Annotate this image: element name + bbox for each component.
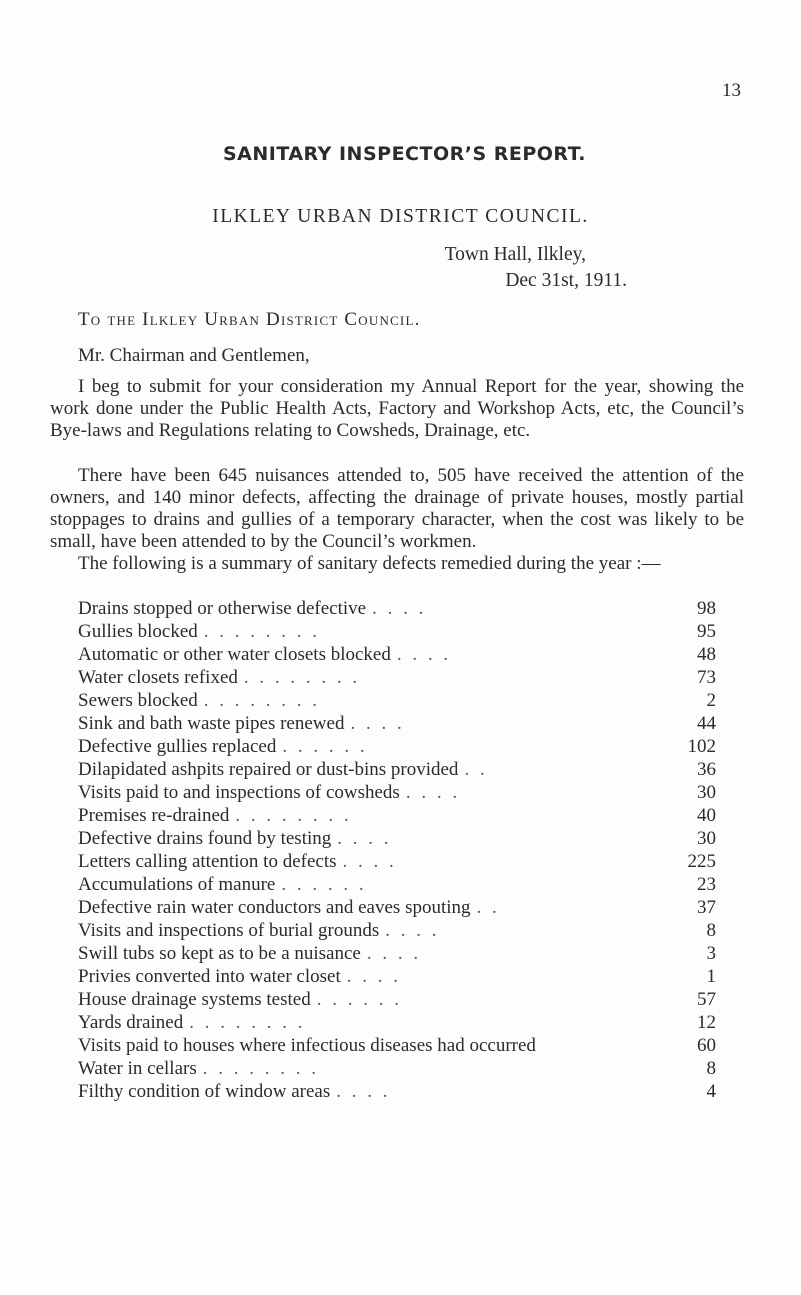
paragraph-summary-lead: The following is a summary of sanitary defects remedied during the year :— [78, 553, 661, 574]
list-item [78, 989, 716, 1012]
paragraph-nuisances: There have been 645 nuisances attended to, 505 have received the attention of the owners, and 140 minor defects, affecting the drainage of private houses, mostly partial stoppages to drains and gullies of a temporary character, when the cost was likely to be small, have been attended to by the Council’s workmen. [50, 465, 744, 552]
list-item [78, 851, 716, 874]
defect-count: 30 [697, 828, 716, 849]
defect-label: Yards drained [78, 1012, 184, 1033]
list-item [78, 598, 716, 621]
leader-dots: . . . . . . . . [203, 621, 321, 642]
leader-dots: . . [464, 759, 488, 780]
defect-count: 12 [697, 1012, 716, 1033]
address-date: Dec 31st, 1911. [505, 270, 627, 291]
defect-label: Defective gullies replaced [78, 736, 277, 757]
list-item [78, 1058, 716, 1081]
defect-label: House drainage systems tested [78, 989, 311, 1010]
list-item [78, 621, 716, 644]
defect-label: Sewers blocked [78, 690, 198, 711]
defect-label: Filthy condition of window areas [78, 1081, 331, 1102]
defect-label: Defective rain water conductors and eaves spouting [78, 897, 471, 918]
defect-label: Gullies blocked [78, 621, 198, 642]
defect-label: Automatic or other water closets blocked [78, 644, 391, 665]
defect-count: 4 [706, 1081, 716, 1102]
defect-label: Sink and bath waste pipes renewed [78, 713, 345, 734]
leader-dots: . . . . . . . . [235, 805, 352, 826]
defect-label: Letters calling attention to defects [78, 851, 337, 872]
list-item [78, 1035, 716, 1058]
defect-label: Premises re-drained [78, 805, 230, 826]
defect-count: 73 [697, 667, 716, 688]
defect-count: 102 [687, 736, 716, 757]
leader-dots: . . . . [336, 1081, 391, 1102]
leader-dots: . . . . . . . . [243, 667, 361, 688]
defect-label: Water closets refixed [78, 667, 238, 688]
list-item [78, 897, 716, 920]
list-item [78, 966, 716, 989]
defect-count: 44 [697, 713, 716, 734]
list-item [78, 920, 716, 943]
leader-dots: . . . . [337, 828, 392, 849]
defect-count: 98 [697, 598, 716, 619]
defect-count: 57 [697, 989, 716, 1010]
defect-label: Privies converted into water closet [78, 966, 341, 987]
defect-count: 95 [697, 621, 716, 642]
leader-dots: . . . . . . . . [202, 1058, 319, 1079]
paragraph-intro: I beg to submit for your consideration my Annual Report for the year, showing the work done under the Public Health Acts, Factory and Workshop Acts, etc, the Council’s Bye-laws and Regulations relating to Cowsheds, Drainage, etc. [50, 376, 744, 441]
defect-count: 1 [706, 966, 716, 987]
defect-count: 60 [697, 1035, 716, 1056]
leader-dots: . . . . [342, 851, 397, 872]
defect-label: Swill tubs so kept as to be a nuisance [78, 943, 361, 964]
defect-count: 30 [697, 782, 716, 803]
list-item [78, 690, 716, 713]
leader-dots: . . . . . . [282, 736, 368, 757]
defect-label: Visits paid to and inspections of cowsheds [78, 782, 400, 803]
list-item [78, 874, 716, 897]
defect-label: Water in cellars [78, 1058, 197, 1079]
defect-count: 36 [697, 759, 716, 780]
leader-dots: . . . . . . . . [189, 1012, 306, 1033]
defect-count: 2 [706, 690, 716, 711]
leader-dots: . . . . [396, 644, 452, 665]
leader-dots: . . . . . . . . [203, 690, 321, 711]
defect-count: 8 [706, 920, 716, 941]
leader-dots: . . . . [405, 782, 461, 803]
list-item [78, 782, 716, 805]
defect-count: 23 [697, 874, 716, 895]
salutation: Mr. Chairman and Gentlemen, [78, 345, 310, 366]
defect-label: Visits and inspections of burial grounds [78, 920, 380, 941]
list-item [78, 943, 716, 966]
defect-label: Accumulations of manure [78, 874, 276, 895]
list-item [78, 805, 716, 828]
list-item [78, 759, 716, 782]
leader-dots: . . . . . . [316, 989, 402, 1010]
leader-dots: . . . . [366, 943, 422, 964]
defect-label: Drains stopped or otherwise defective [78, 598, 367, 619]
defect-label: Dilapidated ashpits repaired or dust-bins provided [78, 759, 459, 780]
addressee: To the Ilkley Urban District Council. [78, 309, 421, 330]
leader-dots: . . . . . . [281, 874, 367, 895]
list-item [78, 713, 716, 736]
defect-label: Defective drains found by testing [78, 828, 332, 849]
defect-count: 48 [697, 644, 716, 665]
defect-count: 3 [706, 943, 716, 964]
page-number: 13 [722, 80, 741, 101]
leader-dots: . . . . [350, 713, 405, 734]
list-item [78, 667, 716, 690]
leader-dots: . . . . [346, 966, 402, 987]
leader-dots: . . [476, 897, 500, 918]
list-item [78, 828, 716, 851]
address-line-1: Town Hall, Ilkley, [444, 244, 586, 265]
defect-count: 40 [697, 805, 716, 826]
council-header: ILKLEY URBAN DISTRICT COUNCIL. [212, 206, 589, 227]
list-item [78, 1012, 716, 1035]
leader-dots: . . . . [385, 920, 440, 941]
report-title: SANITARY INSPECTOR’S REPORT. [222, 143, 587, 165]
list-item [78, 1081, 716, 1104]
defect-count: 37 [697, 897, 716, 918]
leader-dots: . . . . [372, 598, 427, 619]
defect-count: 225 [687, 851, 716, 872]
defect-count: 8 [706, 1058, 716, 1079]
list-item [78, 736, 716, 759]
defects-summary-list [78, 598, 716, 1104]
defect-label: Visits paid to houses where infectious diseases had occurred [78, 1035, 536, 1056]
list-item [78, 644, 716, 667]
